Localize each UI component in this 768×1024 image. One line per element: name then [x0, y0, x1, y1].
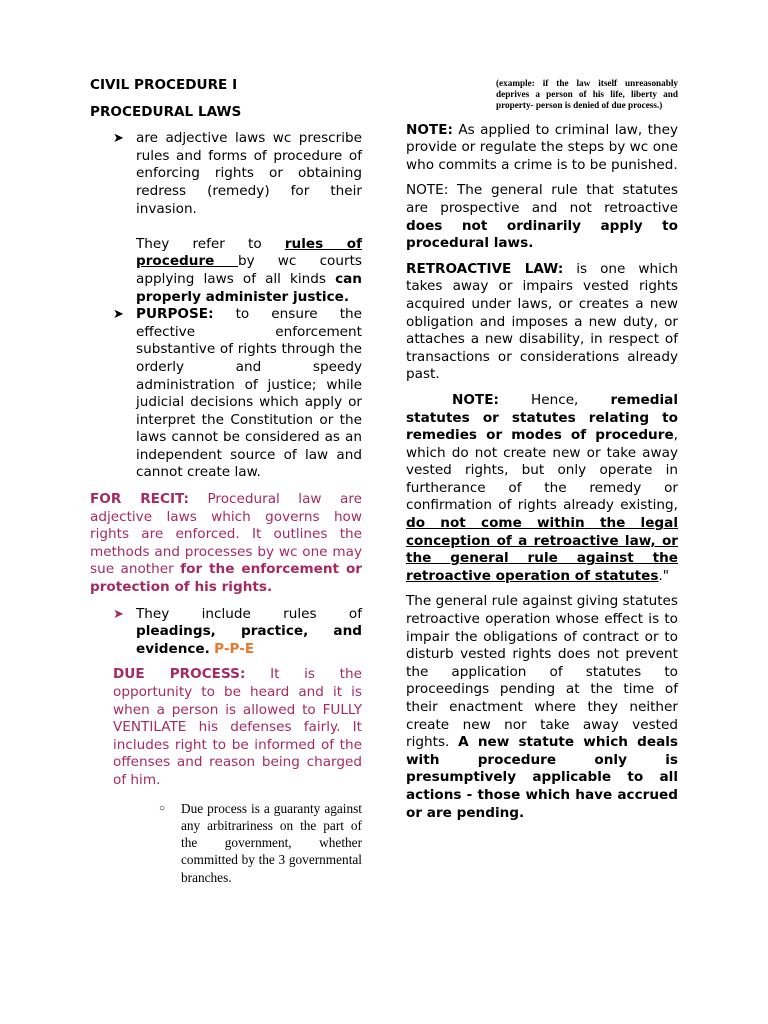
list-item: [113, 605, 362, 659]
for-recit-paragraph: FOR RECIT: Procedural law are adjective laws which governs how rights are enforced. It outlines the methods and processes by wc one may sue another for the enforcement or protection of his rights.: [90, 491, 362, 596]
purpose-paragraph: PURPOSE: to ensure the effective enforcement substantive of rights through the orderly and speedy administration of justice; while judicial decisions which apply or interpret the Constitution or the laws cannot be considered as an independent source of law and cannot create law.: [136, 306, 362, 481]
right-column: [406, 78, 678, 822]
general-rule-paragraph: The general rule against giving statutes retroactive operation whose effect is to impair the obligations of contract or to disturb vested rights does not prevent the application of statutes to proceedings pending at the time of their enactment where they neither create new nor take away vested rights. A new statute which deals with procedure only is presumptively applicable to all actions - those which have accrued or are pending.: [406, 593, 678, 821]
arrow-bullet-icon: ➤: [113, 131, 124, 147]
include-list: [113, 605, 362, 659]
note-criminal-law: NOTE: As applied to criminal law, they provide or regulate the steps by wc one who commits a crime is to be punished.: [406, 121, 678, 173]
list-item: [113, 130, 362, 218]
due-process-paragraph: DUE PROCESS: It is the opportunity to be heard and it is when a person is allowed to FULLY VENTILATE his defenses fairly. It includes right to be informed of the offenses and reason being charged of him.: [113, 666, 362, 788]
left-column: [90, 77, 362, 886]
circle-bullet-icon: ○: [159, 802, 166, 814]
they-refer-paragraph: They refer to rules of procedure by wc courts applying laws of all kinds can properly administer justice.: [136, 235, 362, 305]
section-heading: PROCEDURAL LAWS: [90, 103, 242, 120]
arrow-bullet-icon: ➤: [113, 307, 124, 323]
due-process-subitem: ○ Due process is a guaranty against any arbitrariness on the part of the government, whether committed by the 3 governmental branches.: [159, 800, 362, 885]
retroactive-law-paragraph: RETROACTIVE LAW: is one which takes away or impairs vested rights acquired under laws, or creates a new obligation and imposes a new duty, or attaches a new disability, in respect of transactions or considerations already past.: [406, 260, 678, 383]
example-note: (example: if the law itself unreasonably deprives a person of his life, liberty and property- person is denied of due process.): [496, 78, 678, 111]
note-remedial-statutes: NOTE: Hence, remedial statutes or statutes relating to remedies or modes of procedure, which do not create new or take away vested rights, but only operate in furtherance of the remedy or confirmation of rights already existing, do not come within the legal conception of a retroactive law, or the general rule against the retroactive operation of statutes.": [406, 391, 678, 584]
list-item: [113, 306, 362, 482]
note-general-rule: NOTE: The general rule that statutes are prospective and not retroactive does not ordinarily apply to procedural laws.: [406, 182, 678, 252]
arrow-bullet-icon: ➤: [113, 606, 124, 622]
bullet-text: are adjective laws wc prescribe rules and forms of procedure of enforcing rights or obtaining redress (remedy) for their invasion.: [136, 130, 362, 217]
doc-title: CIVIL PROCEDURE I: [90, 77, 238, 93]
include-paragraph: They include rules of pleadings, practice, and evidence. P-P-E: [136, 605, 362, 657]
procedural-laws-list: [113, 130, 362, 482]
